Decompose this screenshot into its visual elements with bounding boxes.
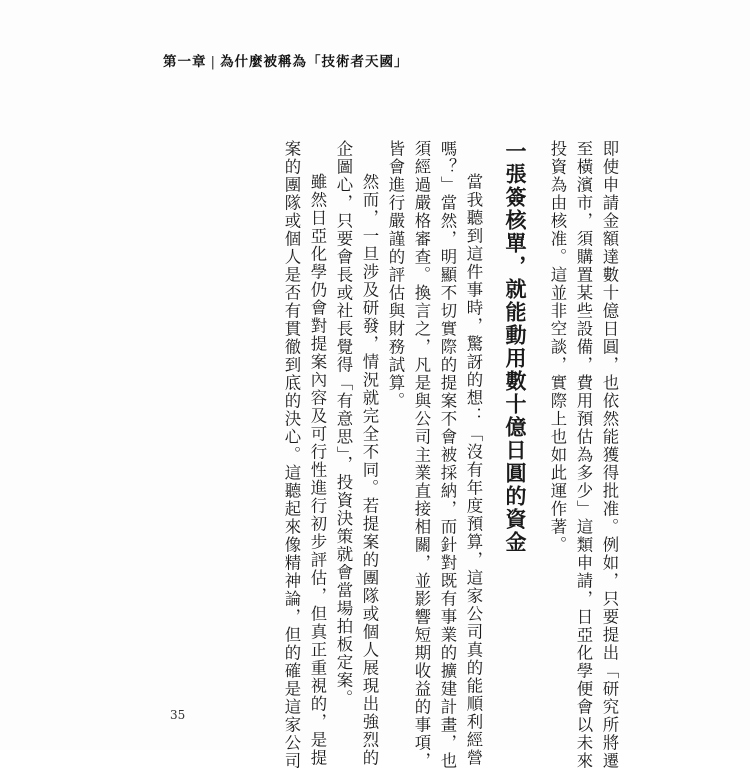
paragraph-line: 皆會進行嚴謹的評估與財務試算。: [386, 140, 405, 410]
paragraph-line: 當我聽到這件事時，驚訝的想：「沒有年度預算，這家公司真的能順利經營: [464, 172, 483, 767]
running-head: [163, 50, 409, 70]
paragraph-line: 雖然日亞化學仍會對提案內容及可行性進行初步評估，但真正重視的，是提: [308, 172, 327, 767]
vertical-body-text: [278, 140, 622, 770]
page-number: 35: [170, 708, 186, 722]
paragraph-line: 至橫濱市，須購置某些設備，費用預估為多少」這類申請，日亞化學便會以未來: [574, 140, 593, 770]
paragraph-line: 企圖心，只要會長或社長覺得「有意思」，投資決策就會當場拍板定案。: [334, 140, 353, 708]
paragraph-line: 案的團隊或個人是否有貫徹到底的決心。這聽起來像精神論，但的確是這家公司: [282, 140, 301, 770]
paragraph-line: 然而，一旦涉及研發，情況就完全不同。若提案的團隊或個人展現出強烈的: [360, 172, 379, 767]
running-head-separator: |: [210, 54, 217, 70]
chapter-title: 為什麼被稱為「技術者天國」: [220, 54, 409, 70]
paragraph-line: 須經過嚴格審查。換言之，凡是與公司主業直接相關，並影響短期收益的事項，: [412, 140, 431, 770]
paragraph-line: 嗎？」當然，明顯不切實際的提案不會被採納，而針對既有事業的擴建計畫，也: [438, 140, 457, 770]
paragraph-line: 即使申請金額達數十億日圓，也依然能獲得批准。例如，只要提出「研究所將遷: [600, 140, 619, 770]
paragraph-line: 投資為由核准。這並非空談，實際上也如此運作著。: [548, 140, 567, 554]
section-heading: 一張簽核單，就能動用數十億日圓的資金: [503, 140, 527, 554]
chapter-label: 第一章: [163, 54, 207, 70]
